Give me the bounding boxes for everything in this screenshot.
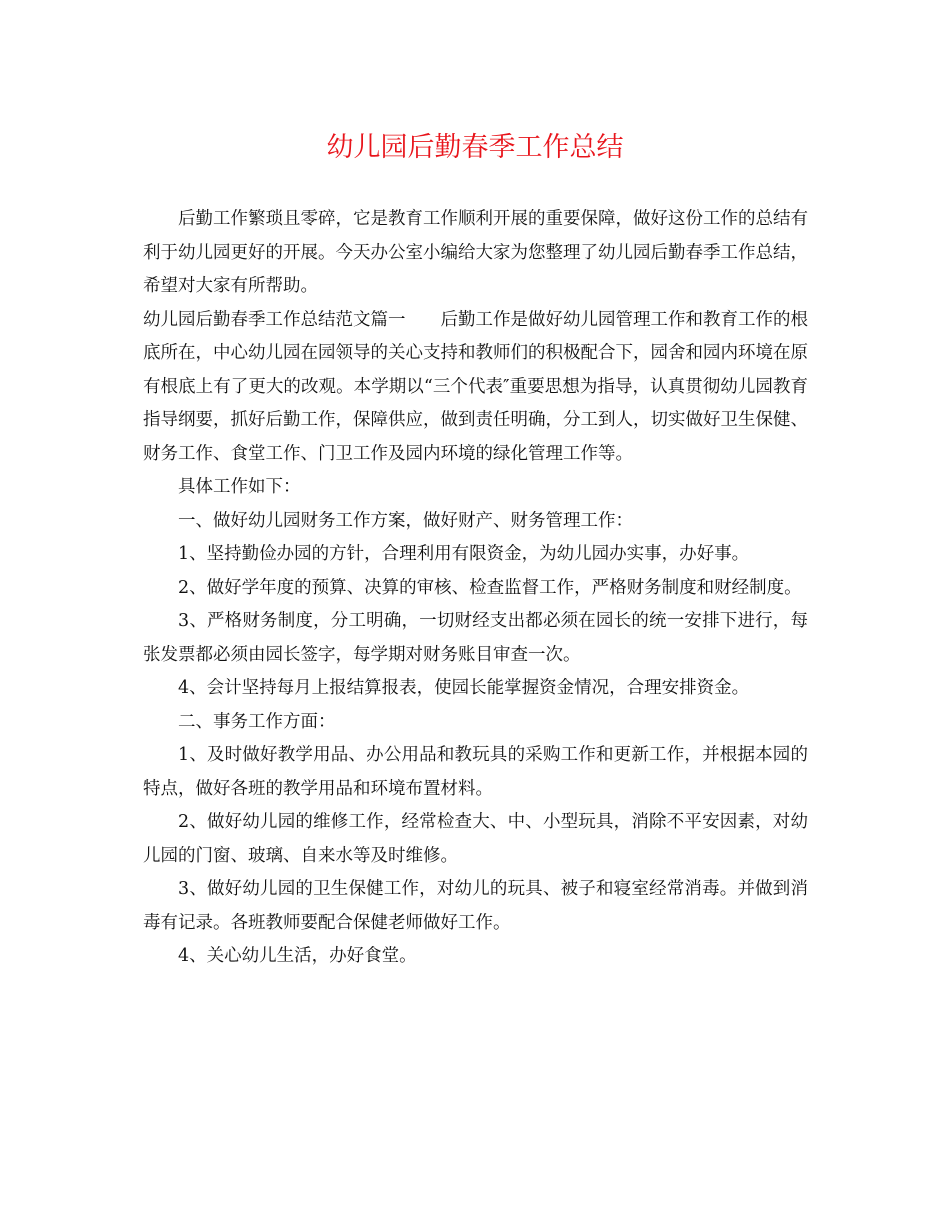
section-heading: 幼儿园后勤春季工作总结范文篇一 [143,309,406,330]
paragraph-finance-heading: 一、做好幼儿园财务工作方案，做好财产、财务管理工作： [178,510,633,531]
paragraph-finance-1: 1、坚持勤俭办园的方针，合理利用有限资金，为幼儿园办实事，办好事。 [178,544,750,564]
paragraph-affairs-4: 4、关心幼儿生活，办好食堂。 [178,946,417,966]
paragraph-finance-2: 2、做好学年度的预算、决算的审核、检查监督工作，严格财务制度和财经制度。 [178,577,802,598]
paragraph-affairs-3: 3、做好幼儿园的卫生保健工作，对幼儿的玩具、被子和寝室经常消毒。并做到消毒有记录。各班教师要配合保健老师做好工作。 [143,879,808,933]
paragraph-affairs-2: 2、做好幼儿园的维修工作，经常检查大、中、小型玩具，消除不平安因素，对幼儿园的门窗、玻璃、自来水等及时维修。 [143,812,808,866]
document-body [143,203,808,974]
paragraph-affairs-1: 1、及时做好教学用品、办公用品和教玩具的采购工作和更新工作，并根据本园的特点，做好各班的教学用品和环境布置材料。 [143,745,808,799]
section-body: 后勤工作是做好幼儿园管理工作和教育工作的根底所在，中心幼儿园在园领导的关心支持和教师们的积极配合下，园舍和园内环境在原有根底上有了更大的改观。本学期以“三个代表″重要思想为指导，认真贯彻幼儿园教育指导纲要，抓好后勤工作，保障供应，做到责任明确，分工到人，切实做好卫生保健、财务工作、食堂工作、门卫工作及园内环境的绿化管理工作等。 [143,309,808,464]
paragraph-finance-3: 3、严格财务制度，分工明确，一切财经支出都必须在园长的统一安排下进行，每张发票都必须由园长签字，每学期对财务账目审查一次。 [143,611,808,665]
paragraph-specific-work: 具体工作如下： [178,477,301,497]
section-paragraph [143,304,808,472]
paragraph-affairs-heading: 二、事务工作方面： [178,711,336,732]
paragraph-finance-4: 4、会计坚持每月上报结算报表，使园长能掌握资金情况，合理安排资金。 [178,678,750,698]
document-title: 幼儿园后勤春季工作总结 [326,132,624,163]
intro-paragraph: 后勤工作繁琐且零碎，它是教育工作顺利开展的重要保障，做好这份工作的总结有利于幼儿园更好的开展。今天办公室小编给大家为您整理了幼儿园后勤春季工作总结，希望对大家有所帮助。 [143,209,808,296]
